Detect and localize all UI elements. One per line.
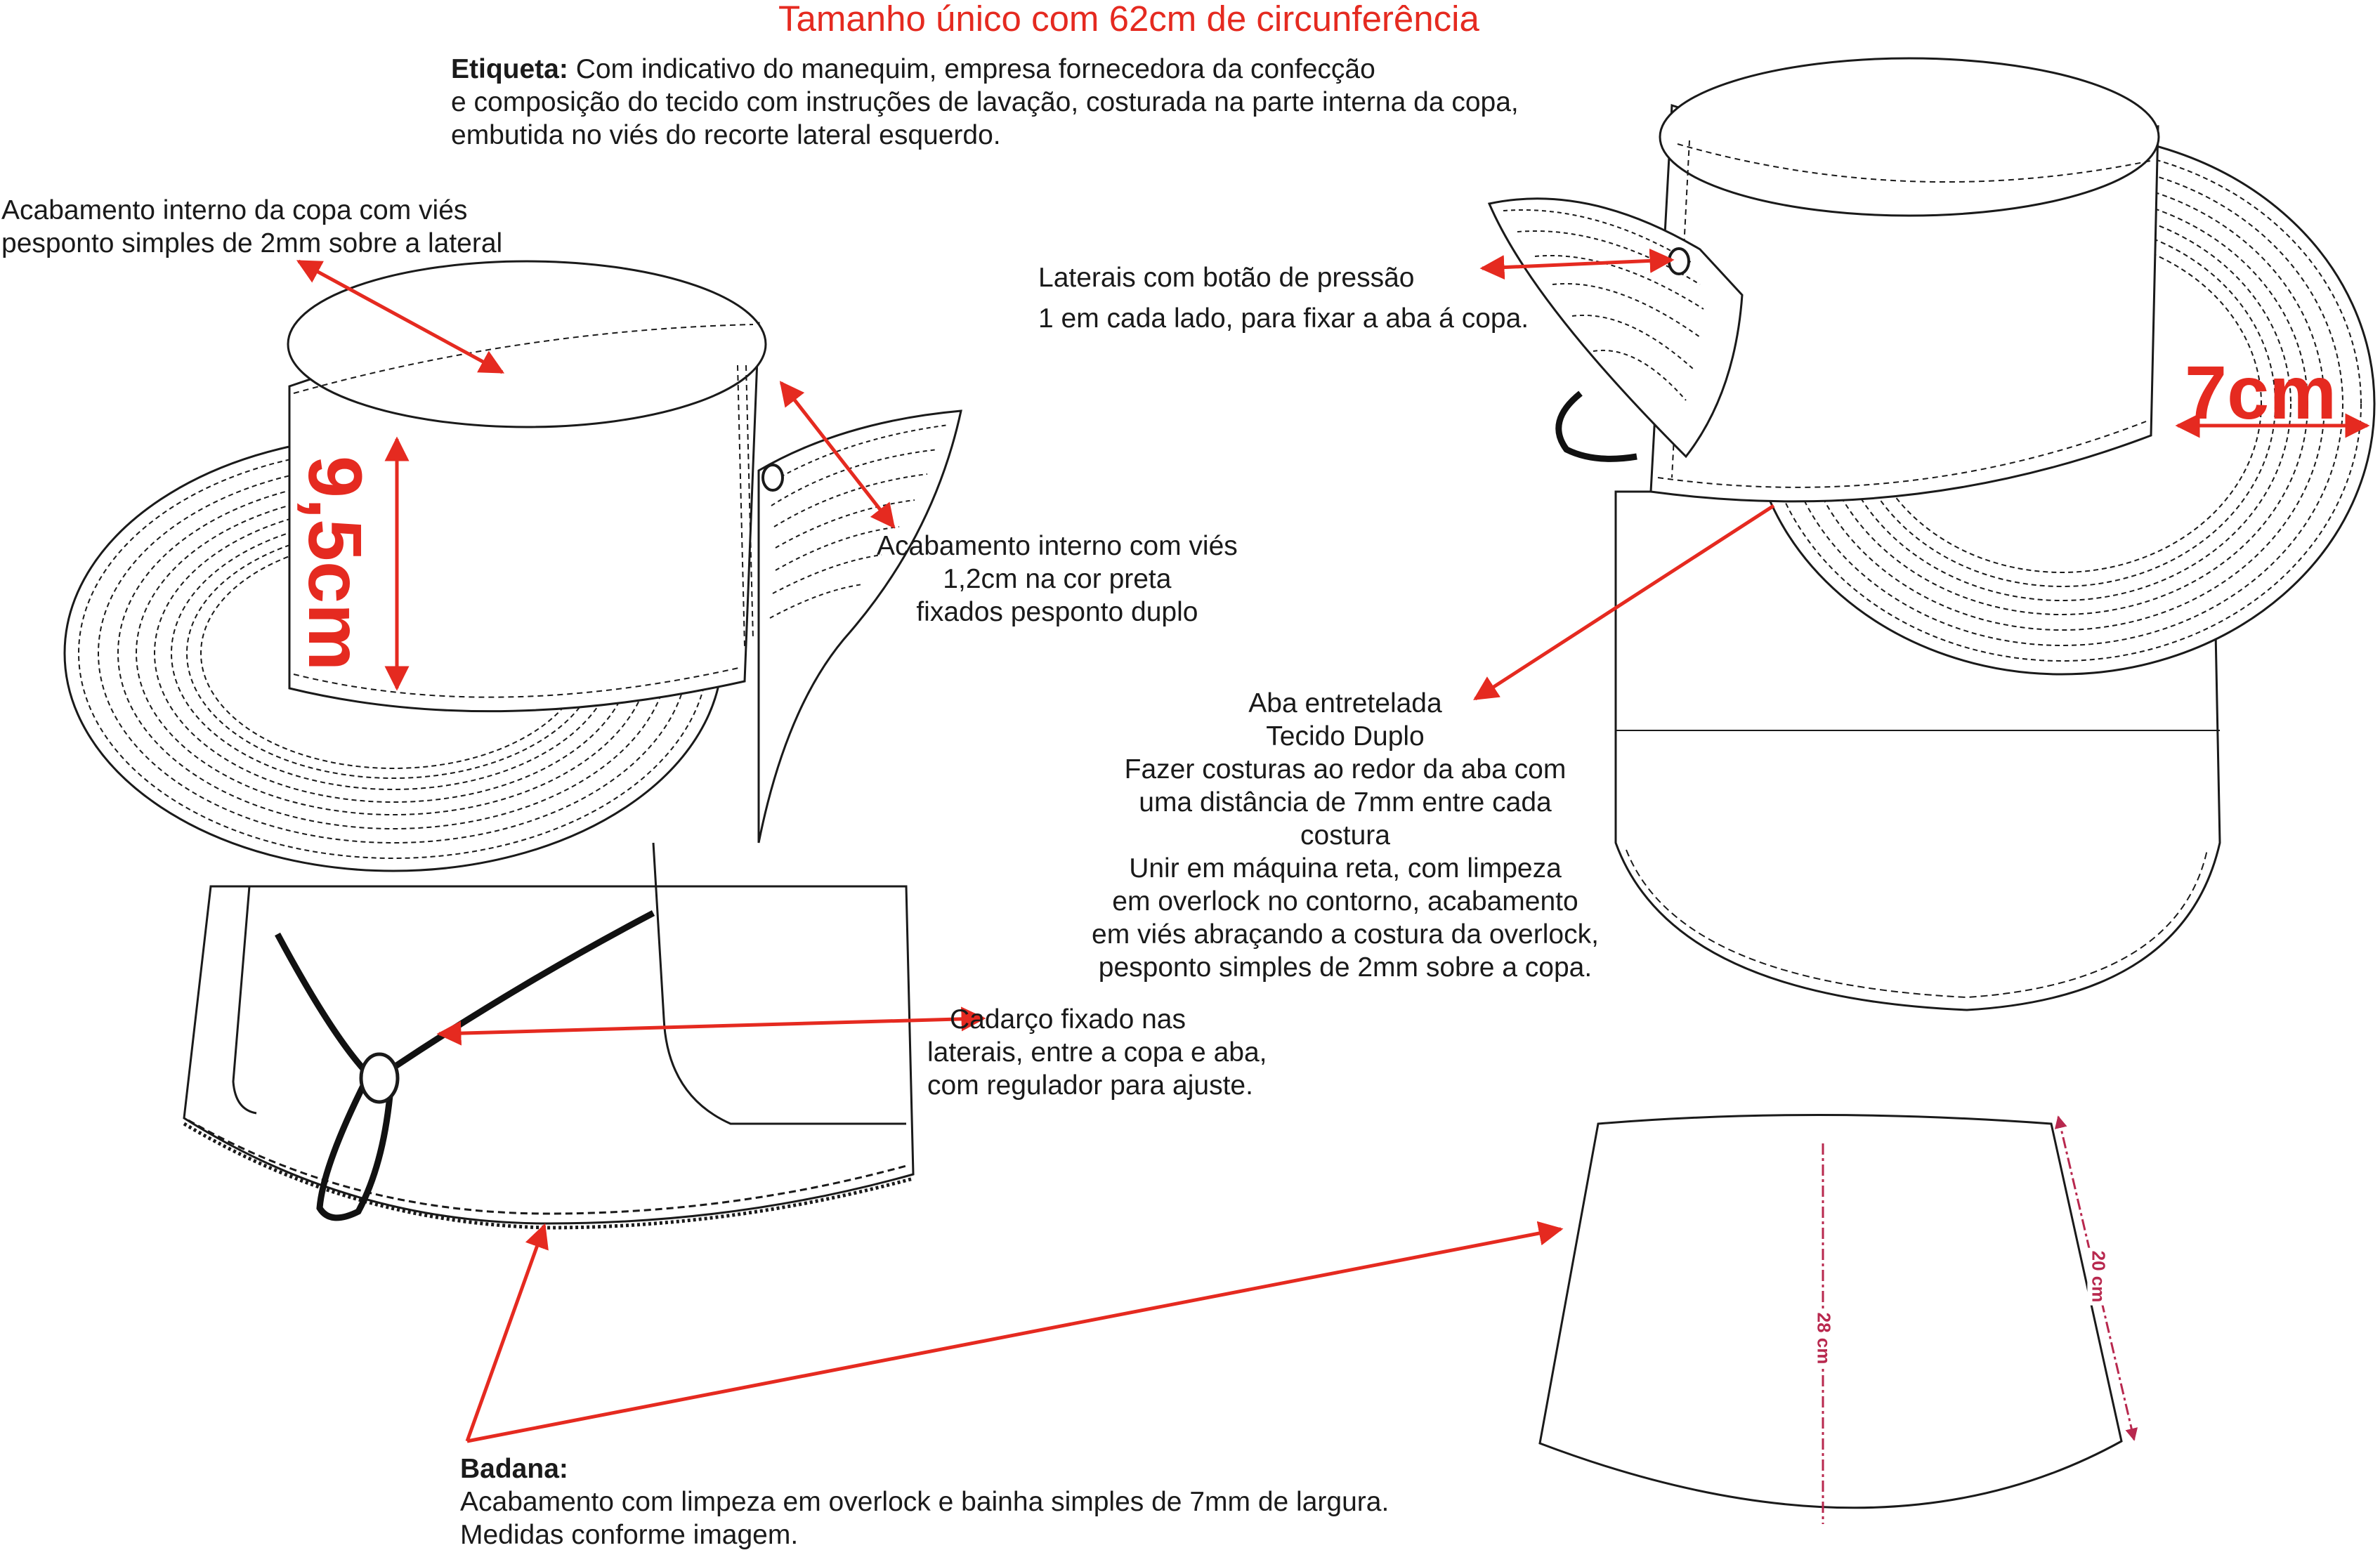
arrow-badana-left [467, 1226, 544, 1441]
brim-width-label: 7cm [2185, 350, 2337, 435]
aba-line-1: Aba entretelada [1248, 688, 1442, 718]
badana-note [460, 1452, 1389, 1551]
left-cord-regulator [361, 1054, 398, 1102]
badana-line-2: Medidas conforme imagem. [460, 1520, 799, 1550]
snap-button-line-1: Laterais com botão de pressão [1038, 263, 1415, 293]
right-chin-cord [1559, 393, 1637, 459]
aba-line-6: Unir em máquina reta, com limpeza [1129, 853, 1562, 884]
aba-line-3: Fazer costuras ao redor da aba com [1124, 754, 1567, 785]
right-hat [1489, 58, 2374, 1010]
left-snap-button [763, 465, 783, 490]
inner-binding-line-3: fixados pesponto duplo [916, 597, 1198, 627]
crown-finish-note [1, 194, 502, 260]
flap-side-label: 20 cm [2087, 1248, 2109, 1306]
right-snap-button [1669, 249, 1689, 274]
arrow-badana-right [467, 1229, 1561, 1441]
crown-height-label: 9,5cm [293, 455, 379, 671]
left-neck-flap [184, 886, 913, 1223]
etiqueta-line-1: Com indicativo do manequim, empresa fornecedora da confecção [575, 54, 1375, 84]
cord-line-1: Cadarço fixado nas [949, 1004, 1186, 1035]
etiqueta-line-2: e composição do tecido com instruções de lavação, costurada na parte interna da copa, [451, 87, 1519, 117]
aba-line-7: em overlock no contorno, acabamento [1112, 886, 1578, 917]
aba-line-5: costura [1300, 820, 1390, 851]
flap-pattern-piece [1540, 1115, 2134, 1525]
snap-button-line-2: 1 em cada lado, para fixar a aba á copa. [1038, 303, 1529, 334]
inner-binding-line-1: Acabamento interno com viés [877, 531, 1238, 561]
flap-height-label: 28 cm [1812, 1310, 1834, 1367]
cord-line-3: com regulador para ajuste. [927, 1070, 1253, 1101]
right-crown-top [1660, 58, 2159, 216]
inner-binding-note [877, 530, 1238, 629]
aba-line-2: Tecido Duplo [1266, 721, 1425, 752]
left-hat [65, 261, 961, 1228]
crown-finish-line-2: pesponto simples de 2mm sobre a lateral [1, 228, 503, 258]
crown-finish-line-1: Acabamento interno da copa com viés [1, 195, 468, 225]
aba-line-9: pesponto simples de 2mm sobre a copa. [1098, 952, 1593, 983]
badana-heading: Badana: [460, 1454, 568, 1484]
snap-button-note [1038, 258, 1529, 339]
aba-line-8: em viés abraçando a costura da overlock, [1092, 919, 1599, 950]
page-title: Tamanho único com 62cm de circunferência [778, 0, 1479, 39]
aba-line-4: uma distância de 7mm entre cada [1139, 787, 1552, 818]
etiqueta-line-3: embutida no viés do recorte lateral esquerdo. [451, 120, 1001, 150]
cord-line-2: laterais, entre a copa e aba, [927, 1037, 1267, 1068]
badana-line-1: Acabamento com limpeza em overlock e bainha simples de 7mm de largura. [460, 1487, 1390, 1517]
cord-note [927, 1003, 1267, 1102]
aba-note [1082, 687, 1609, 984]
etiqueta-heading: Etiqueta: [451, 54, 568, 84]
inner-binding-line-2: 1,2cm na cor preta [943, 564, 1172, 594]
etiqueta-note [451, 53, 1519, 152]
